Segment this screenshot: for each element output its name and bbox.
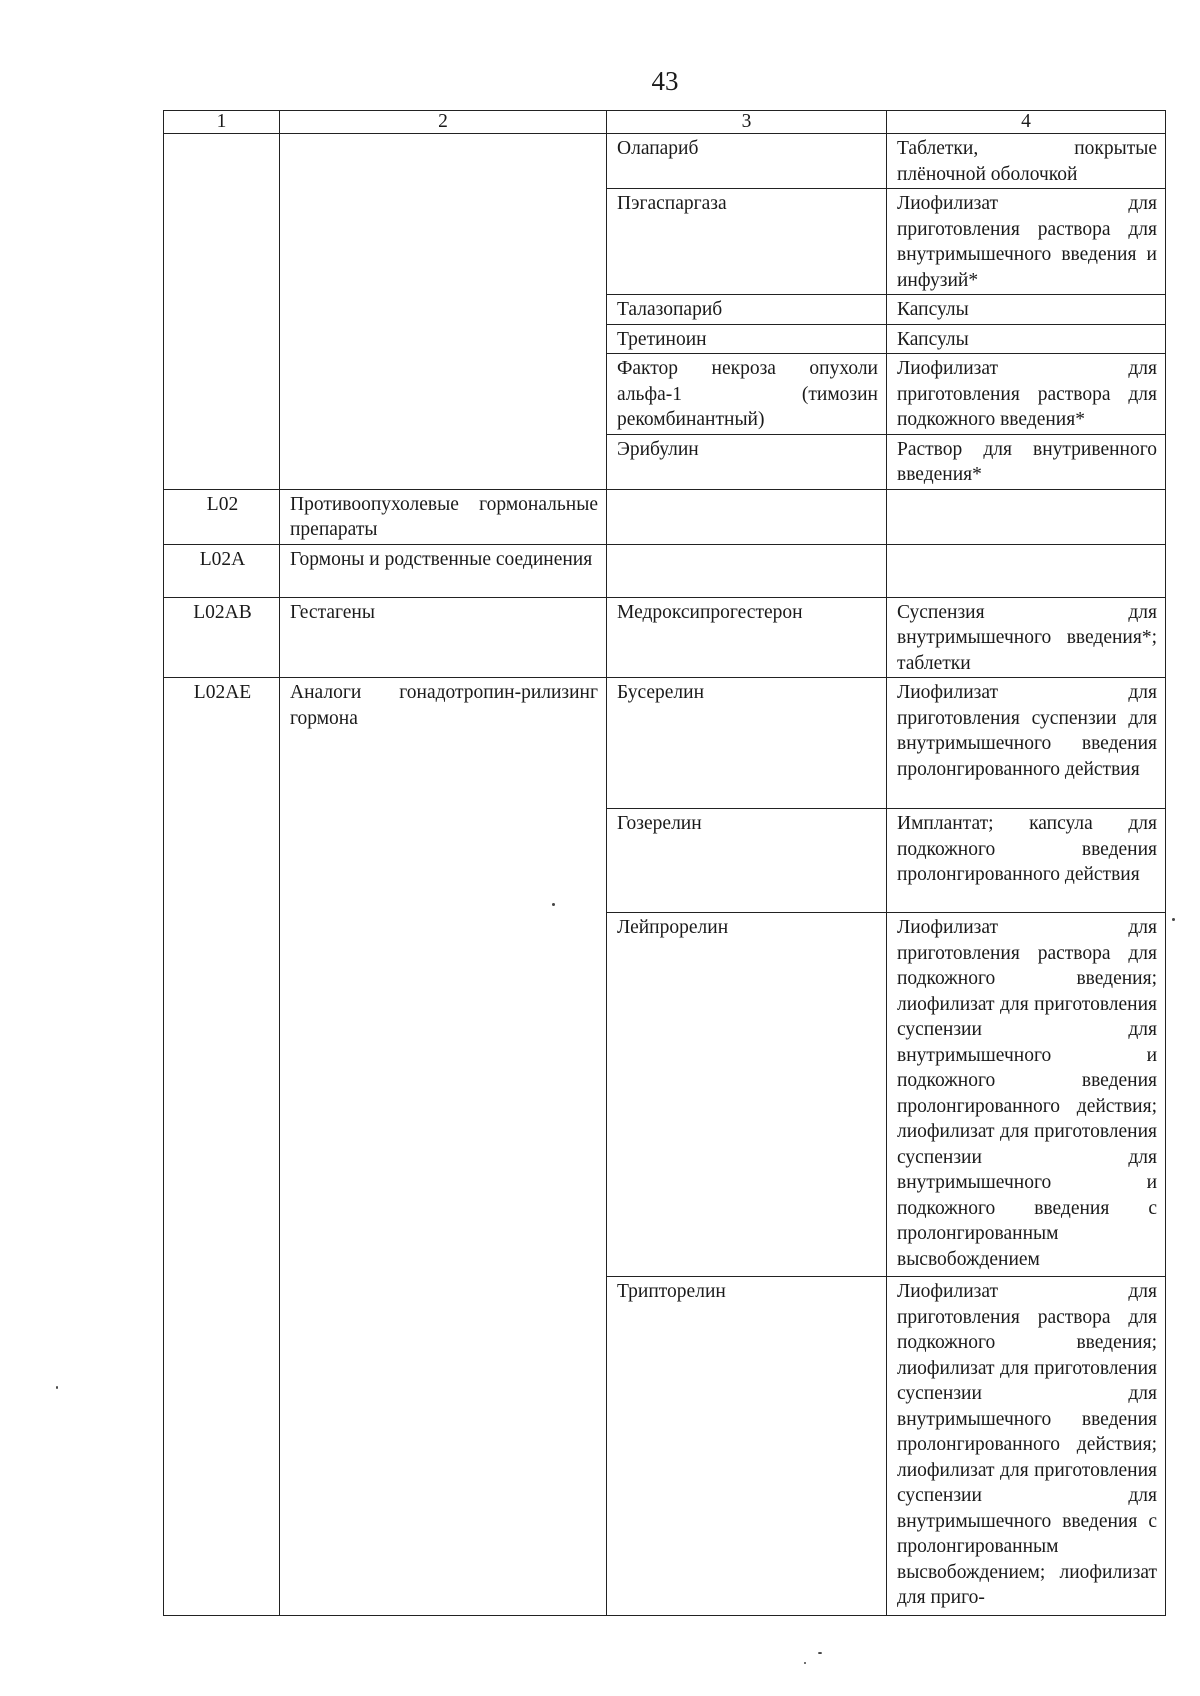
group-cell: Аналоги гонадотропин-рилизинг гормона xyxy=(280,678,607,1616)
drug-cell: Фактор некроза опухоли альфа-1 (тимозин рекомбинантный) xyxy=(607,354,887,435)
page-number: 43 xyxy=(651,66,679,96)
form-cell: Лиофилизат для приготовления суспензии для внутримышечного введения пролонгированного действия xyxy=(887,678,1166,809)
table-header-row xyxy=(164,111,1166,134)
form-cell: Имплантат; капсула для подкожного введения пролонгированного действия xyxy=(887,809,1166,913)
drug-cell: Пэгаспаргаза xyxy=(607,189,887,295)
scan-speck xyxy=(552,903,555,906)
form-cell: Таблетки, покрытые плёночной оболочкой xyxy=(887,134,1166,189)
form-cell xyxy=(887,489,1166,544)
form-cell: Раствор для внутривенного введения* xyxy=(887,434,1166,489)
group-cell: Гестагены xyxy=(280,597,607,678)
drug-table xyxy=(163,110,1166,1616)
table-row xyxy=(164,544,1166,597)
group-cell: Противоопухолевые гормональные препараты xyxy=(280,489,607,544)
form-cell: Капсулы xyxy=(887,295,1166,325)
scan-speck xyxy=(56,1386,58,1389)
code-cell xyxy=(164,134,280,490)
table-row xyxy=(164,134,1166,189)
drug-cell: Трипторелин xyxy=(607,1277,887,1616)
form-cell: Лиофилизат для приготовления раствора для подкожного введения; лиофилизат для приготовления суспензии для внутримышечного введения пролонгированного действия; лиофилизат для приготовления суспензии для внутримышечного введения с пролонгированным высвобождением; лиофилизат для приго- xyxy=(887,1277,1166,1616)
drug-cell: Третиноин xyxy=(607,324,887,354)
scan-speck xyxy=(818,1652,822,1654)
header-col-2: 2 xyxy=(280,111,607,134)
drug-cell: Гозерелин xyxy=(607,809,887,913)
form-cell: Суспензия для внутримышечного введения*; таблетки xyxy=(887,597,1166,678)
form-cell: Лиофилизат для приготовления раствора для подкожного введения; лиофилизат для приготовления суспензии для внутримышечного и подкожного введения пролонгированного действия; лиофилизат для приготовления суспензии для внутримышечного и подкожного введения с пролонгированным высвобождением xyxy=(887,913,1166,1277)
form-cell xyxy=(887,544,1166,597)
drug-cell: Бусерелин xyxy=(607,678,887,809)
header-col-4: 4 xyxy=(887,111,1166,134)
table-row xyxy=(164,489,1166,544)
drug-cell xyxy=(607,489,887,544)
code-cell: L02 xyxy=(164,489,280,544)
table-row xyxy=(164,597,1166,678)
drug-cell: Талазопариб xyxy=(607,295,887,325)
scan-speck xyxy=(804,1662,806,1664)
form-cell: Лиофилизат для приготовления раствора для подкожного введения* xyxy=(887,354,1166,435)
table-row xyxy=(164,678,1166,809)
drug-cell: Лейпрорелин xyxy=(607,913,887,1277)
code-cell: L02A xyxy=(164,544,280,597)
drug-cell: Медроксипрогестерон xyxy=(607,597,887,678)
group-cell xyxy=(280,134,607,490)
code-cell: L02AB xyxy=(164,597,280,678)
header-col-3: 3 xyxy=(607,111,887,134)
drug-cell xyxy=(607,544,887,597)
drug-cell: Эрибулин xyxy=(607,434,887,489)
form-cell: Капсулы xyxy=(887,324,1166,354)
drug-cell: Олапариб xyxy=(607,134,887,189)
group-cell: Гормоны и родственные соединения xyxy=(280,544,607,597)
form-cell: Лиофилизат для приготовления раствора для внутримышечного введения и инфузий* xyxy=(887,189,1166,295)
code-cell: L02AE xyxy=(164,678,280,1616)
scan-speck xyxy=(1172,918,1175,921)
header-col-1: 1 xyxy=(164,111,280,134)
